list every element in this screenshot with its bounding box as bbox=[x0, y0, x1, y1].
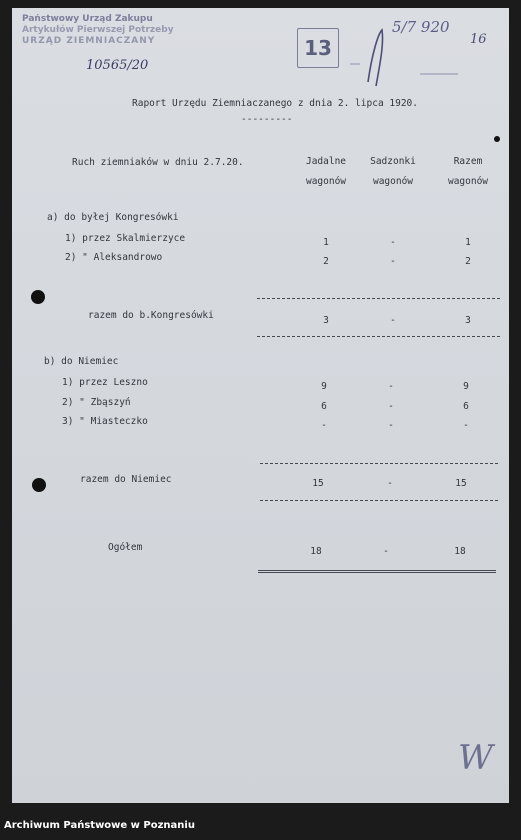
section-a-label: a) do byłej Kongresówki bbox=[47, 212, 179, 223]
handwritten-ref: 10565/20 bbox=[86, 58, 149, 73]
column-header-sadzonki-line1: Sadzonki bbox=[370, 156, 416, 167]
section-b-total-razem: 15 bbox=[455, 478, 467, 489]
grand-total-double-rule bbox=[258, 570, 496, 573]
grand-total-sadzonki: - bbox=[383, 546, 389, 557]
separator-a-bottom bbox=[257, 336, 500, 337]
column-header-sadzonki bbox=[365, 152, 421, 192]
handwritten-initial: W bbox=[458, 738, 493, 778]
section-b-total-label: razem do Niemiec bbox=[80, 474, 172, 485]
row-a2-label: 2) " Aleksandrowo bbox=[65, 252, 163, 263]
section-a-total-label: razem do b.Kongresówki bbox=[88, 310, 214, 321]
column-header-sadzonki-line2: wagonów bbox=[372, 176, 414, 187]
section-a-total-sadzonki: - bbox=[390, 315, 396, 326]
punch-hole-bottom bbox=[32, 478, 46, 492]
handwritten-date: 5/7 920 bbox=[392, 18, 450, 36]
row-header: Ruch ziemniaków w dniu 2.7.20. bbox=[72, 157, 244, 168]
row-b1-sadzonki: - bbox=[388, 381, 394, 392]
section-b-total-jadalne: 15 bbox=[312, 478, 324, 489]
row-b2-label: 2) " Zbąszyń bbox=[62, 397, 131, 408]
institution-stamp bbox=[22, 14, 174, 47]
row-b3-jadalne: - bbox=[321, 420, 327, 431]
row-a2-sadzonki: - bbox=[390, 256, 396, 267]
column-header-razem bbox=[442, 152, 494, 192]
stamp-line-1: Państwowy Urząd Zakupu bbox=[22, 14, 153, 24]
signature-scribble bbox=[350, 24, 470, 94]
column-header-jadalne-line2: wagonów bbox=[305, 176, 347, 187]
handwritten-page-number: 16 bbox=[470, 32, 487, 47]
punch-hole-top bbox=[31, 290, 45, 304]
row-a1-label: 1) przez Skalmierzyce bbox=[65, 233, 186, 244]
section-a-total-jadalne: 3 bbox=[323, 315, 329, 326]
grand-total-label: Ogółem bbox=[108, 542, 143, 553]
row-b3-razem: - bbox=[463, 420, 469, 431]
title-underline: --------- bbox=[241, 114, 293, 125]
row-a1-sadzonki: - bbox=[390, 237, 396, 248]
grand-total-jadalne: 18 bbox=[310, 546, 322, 557]
archive-name: Archiwum Państwowe w Poznaniu bbox=[4, 820, 195, 831]
section-b-total-sadzonki: - bbox=[387, 478, 393, 489]
section-b-label: b) do Niemiec bbox=[44, 356, 119, 367]
row-b3-sadzonki: - bbox=[388, 420, 394, 431]
grand-total-razem: 18 bbox=[454, 546, 466, 557]
row-a1-jadalne: 1 bbox=[323, 237, 329, 248]
row-b3-label: 3) " Miasteczko bbox=[62, 416, 148, 427]
archive-footer bbox=[0, 803, 521, 840]
column-header-razem-line2: wagonów bbox=[447, 176, 489, 187]
column-header-jadalne-line1: Jadalne bbox=[305, 156, 347, 167]
row-b2-jadalne: 6 bbox=[321, 401, 327, 412]
separator-b-top bbox=[260, 463, 498, 464]
row-b1-label: 1) przez Leszno bbox=[62, 377, 148, 388]
row-b2-sadzonki: - bbox=[388, 401, 394, 412]
separator-b-bottom bbox=[260, 500, 498, 501]
page-number-box: 13 bbox=[297, 28, 339, 68]
row-b1-razem: 9 bbox=[463, 381, 469, 392]
edge-mark bbox=[494, 136, 500, 142]
row-a1-razem: 1 bbox=[465, 237, 471, 248]
row-a2-jadalne: 2 bbox=[323, 256, 329, 267]
stamp-line-2: Artykułów Pierwszej Potrzeby bbox=[22, 25, 174, 35]
report-title: Raport Urzędu Ziemniaczanego z dnia 2. lipca 1920. bbox=[132, 98, 418, 109]
separator-a-top bbox=[257, 298, 500, 299]
section-a-total-razem: 3 bbox=[465, 315, 471, 326]
row-b1-jadalne: 9 bbox=[321, 381, 327, 392]
row-a2-razem: 2 bbox=[465, 256, 471, 267]
column-header-razem-line1: Razem bbox=[453, 156, 483, 167]
row-b2-razem: 6 bbox=[463, 401, 469, 412]
stamp-line-3: URZĄD ZIEMNIACZANY bbox=[22, 36, 156, 46]
column-header-jadalne bbox=[300, 152, 352, 192]
